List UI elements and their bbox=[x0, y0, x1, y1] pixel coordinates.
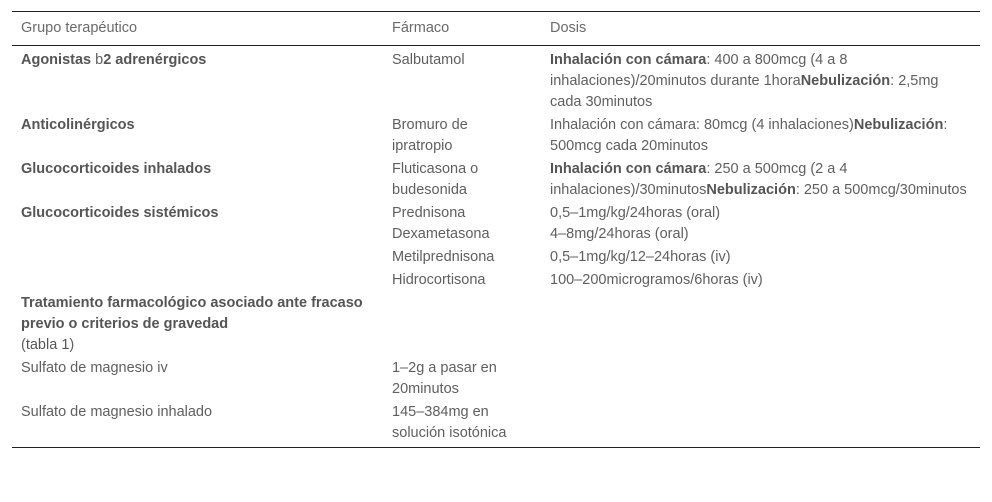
drug-cell: Hidrocortisona bbox=[392, 272, 486, 288]
group-cell: Sulfato de magnesio inhalado bbox=[21, 404, 213, 420]
drug-cell: Dexametasona bbox=[392, 226, 490, 242]
group-cell: Glucocorticoides inhalados bbox=[21, 161, 212, 177]
table-row bbox=[12, 115, 980, 159]
drug-cell: 145–384mg en solución isotónica bbox=[392, 404, 507, 441]
table-header-row bbox=[12, 12, 980, 46]
drug-cell: Bromuro de ipratropio bbox=[392, 117, 468, 154]
dose-cell: 0,5–1mg/kg/24horas (oral) bbox=[550, 205, 721, 221]
table-row bbox=[12, 203, 980, 224]
dose-cell: Inhalación con cámara: 400 a 800mcg (4 a 8 inhalaciones)/20minutos durante 1horaNebulización: 2,5mg cada 30minutos bbox=[550, 52, 939, 110]
drug-cell: Prednisona bbox=[392, 205, 466, 221]
drug-cell: Metilprednisona bbox=[392, 249, 495, 265]
group-cell: Tratamiento farmacológico asociado ante fracaso previo o criterios de gravedad (tabla 1) bbox=[21, 295, 363, 353]
dose-cell: Inhalación con cámara: 250 a 500mcg (2 a 4 inhalaciones)/30minutosNebulización: 250 a 500mcg/30minutos bbox=[550, 161, 967, 198]
table-row bbox=[12, 159, 980, 203]
group-cell: Glucocorticoides sistémicos bbox=[21, 205, 219, 221]
header-dosis: Dosis bbox=[541, 12, 980, 46]
drug-cell: Salbutamol bbox=[392, 52, 465, 68]
dose-cell: Inhalación con cámara: 80mcg (4 inhalaciones)Nebulización: 500mcg cada 20minutos bbox=[550, 117, 948, 154]
treatment-table bbox=[12, 11, 980, 448]
table-row bbox=[12, 402, 980, 448]
table-row bbox=[12, 358, 980, 402]
header-grupo: Grupo terapéutico bbox=[12, 12, 383, 46]
dose-cell: 0,5–1mg/kg/12–24horas (iv) bbox=[550, 249, 731, 265]
drug-cell: 1–2g a pasar en 20minutos bbox=[392, 360, 497, 397]
header-farmaco: Fármaco bbox=[383, 12, 541, 46]
table-row bbox=[12, 270, 980, 293]
table-row bbox=[12, 46, 980, 116]
table-row bbox=[12, 224, 980, 247]
dose-cell: 4–8mg/24horas (oral) bbox=[550, 226, 689, 242]
dose-cell: 100–200microgramos/6horas (iv) bbox=[550, 272, 763, 288]
group-cell: Anticolinérgicos bbox=[21, 117, 135, 133]
table-reference-link[interactable]: tabla 1 bbox=[25, 337, 70, 353]
group-cell: Agonistas b2 adrenérgicos bbox=[21, 52, 207, 68]
table-row bbox=[12, 293, 980, 358]
group-cell: Sulfato de magnesio iv bbox=[21, 360, 168, 376]
drug-cell: Fluticasona o budesonida bbox=[392, 161, 479, 198]
table-row bbox=[12, 247, 980, 270]
